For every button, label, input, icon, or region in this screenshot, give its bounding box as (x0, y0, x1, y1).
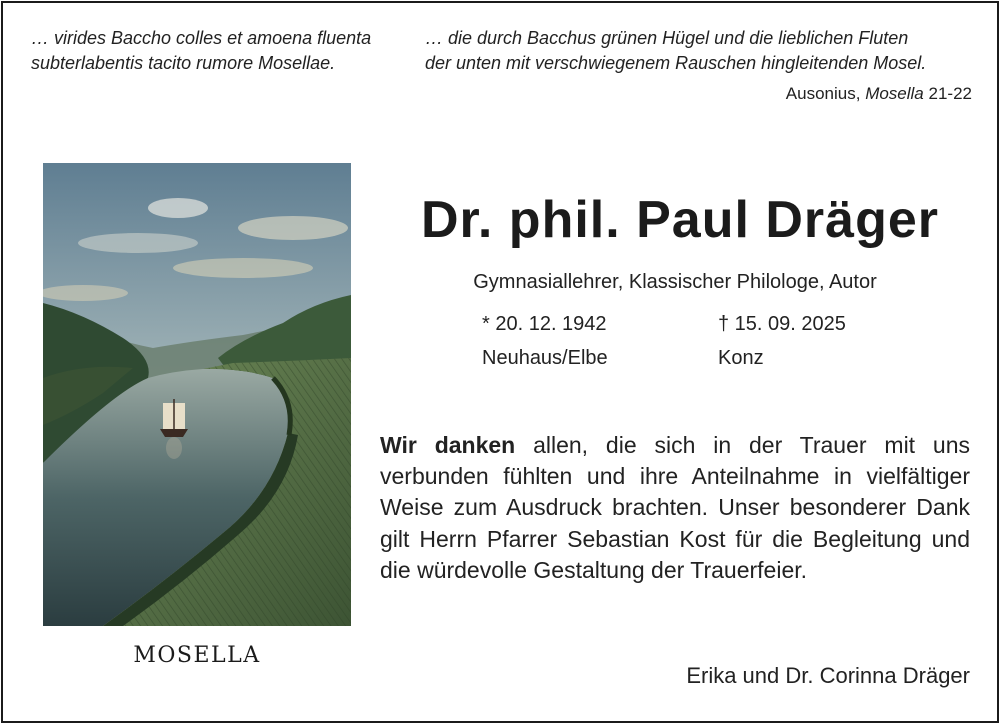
attribution-author: Ausonius, (785, 84, 861, 103)
photo-caption: MOSELLA (133, 643, 261, 668)
deceased-name: Dr. phil. Paul Dräger (420, 191, 940, 249)
thanks-paragraph (380, 430, 970, 586)
birth-date: * 20. 12. 1942 (482, 313, 607, 335)
deceased-profession: Gymnasiallehrer, Klassischer Philologe, Autor (473, 271, 877, 293)
latin-quote-line-1: … virides Baccho colles et amoena fluenta (31, 28, 372, 48)
thanks-lead: Wir danken (380, 432, 516, 458)
moselle-river-photo (43, 163, 351, 626)
death-date: † 15. 09. 2025 (718, 313, 846, 335)
latin-quote-line-2: subterlabentis tacito rumore Mosellae. (31, 53, 336, 73)
latin-quote (31, 26, 411, 76)
birth-place: Neuhaus/Elbe (482, 347, 608, 369)
family-signature: Erika und Dr. Corinna Dräger (686, 663, 970, 688)
german-quote-line-1: … die durch Bacchus grünen Hügel und die lieblichen Fluten (425, 28, 909, 48)
attribution-verses: 21-22 (928, 84, 972, 103)
attribution-work: Mosella (865, 84, 924, 103)
death-place: Konz (718, 347, 764, 369)
german-quote (425, 26, 985, 76)
thanks-text: allen, die sich in der Trauer mit uns verbunden fühlten und ihre Anteilnahme in vielfältiger Weise zum Ausdruck brachten. Unser besonderer Dank gilt Herrn Pfarrer Sebastian Kost für die Begleitung und die würdevolle Gestaltung der Trauerfeier. (380, 432, 971, 583)
quote-attribution (786, 83, 972, 105)
german-quote-line-2: der unten mit verschwiegenem Rauschen hingleitenden Mosel. (425, 53, 927, 73)
